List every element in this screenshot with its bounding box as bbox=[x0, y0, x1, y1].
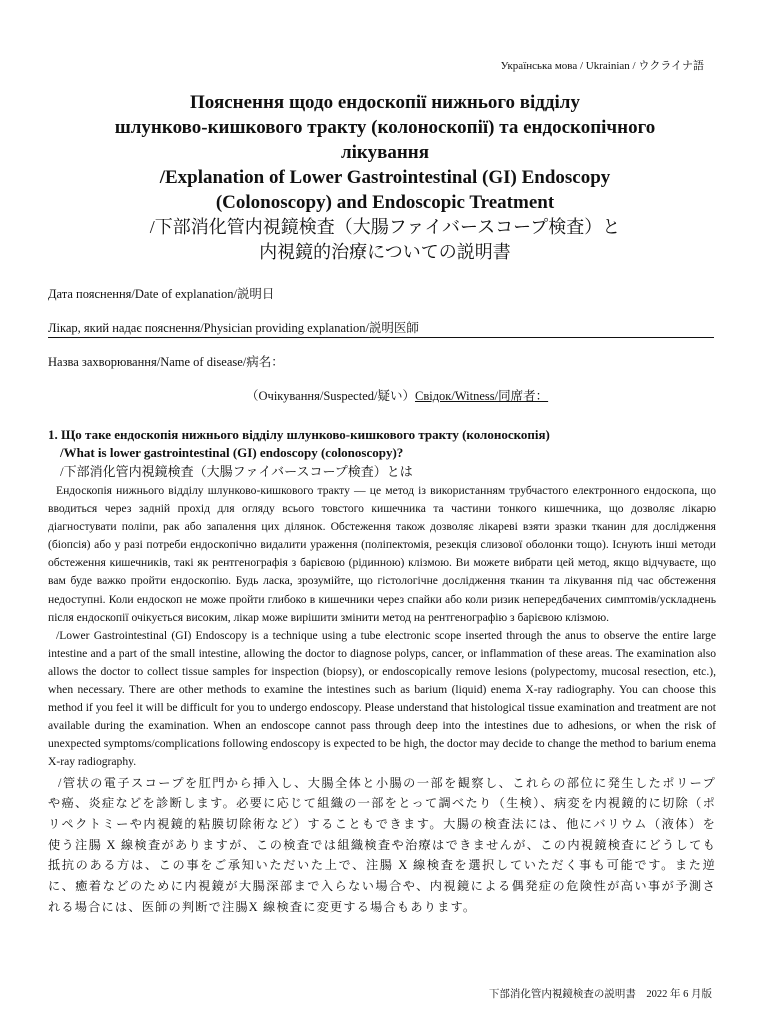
title-en-line-1: /Explanation of Lower Gastrointestinal (GI) Endoscopy bbox=[159, 167, 611, 188]
section-1-heading-jp: /下部消化管内視鏡検査（大腸ファイバースコープ検査）とは bbox=[60, 464, 413, 479]
disease-name-field: Назва захворювання/Name of disease/病名： bbox=[48, 355, 284, 369]
section-1-heading-en: /What is lower gastrointestinal (GI) endoscopy (colonoscopy)? bbox=[60, 445, 404, 460]
title-uk-line-1: Пояснення щодо ендоскопії нижнього відділу bbox=[190, 92, 580, 113]
title-jp-line-2: 内視鏡的治療についての説明書 bbox=[259, 242, 511, 262]
title-uk-line-2: шлунково-кишкового тракту (колоноскопії) та ендоскопічного bbox=[114, 117, 656, 138]
section-1-heading-uk: 1. Що таке ендоскопія нижнього відділу шлунково-кишкового тракту (колоноскопія) bbox=[48, 427, 550, 442]
title-en-line-2: (Colonoscopy) and Endoscopic Treatment bbox=[215, 192, 555, 213]
title-uk-line-3: лікування bbox=[340, 142, 430, 163]
document-title bbox=[40, 90, 730, 265]
physician-field: Лікар, який надає пояснення/Physician providing explanation/説明医師 bbox=[48, 318, 714, 338]
section-1-body-jp: /管状の電子スコープを肛門から挿入し、大腸全体と小腸の一部を観察し、これらの部位に発生したポリープや癌、炎症などを診断します。必要に応じて組織の一部をとって調べたり（生検）、病変を内視鏡的に切除（ポリペクトミーや内視鏡的粘膜切除術など）することもできます。大腸の検査法には、他にバリウム（液体）を使う注腸 X 線検査がありますが、この検査では組織検査や治療はできませんが、この内視鏡検査にどうしても抵抗のある方は、この事をご承知いただいた上で、注腸 X 線検査を選択していただく事も可能です。また逆に、癒着などのために内視鏡が大腸深部まで入らない場合や、内視鏡による偶発症の危険性が高い事が予測される場合には、医師の判断で注腸X 線検査に変更する場合もあります。 bbox=[48, 775, 716, 914]
witness-field: Свідок/Witness/同席者： bbox=[414, 389, 549, 403]
title-jp-line-1: /下部消化管内視鏡検査（大腸ファイバースコープ検査）と bbox=[149, 217, 621, 237]
section-1-body-uk: Ендоскопія нижнього відділу шлунково-кишкового тракту — це метод із використанням трубчастого електронного ендоскопа, що вводиться через задній прохід для огляду всього товстого кишечника та частини тонкого кишечника, що дозволяє лікарю діагностувати поліпи, рак або запалення цих ділянок. Обстеження також дозволяє лікареві взяти зразки тканин для дослідження (біопсія) або у разі потреби ендоскопічно видалити ураження (поліпектомія, резекція слизової оболонки тощо). Існують інші методи обстеження кишечників, такі як рентгенографія з барієвою (рідинною) клізмою. Ви можете вибрати цей метод, якщо відчуваєте, що вам буде важко пройти ендоскопію. Будь ласка, зрозумійте, що гістологічне дослідження тканин та лікування під час обстеження недоступні. Коли ендоскоп не може пройти глибоко в кишечники через спайки або коли ризик непередбачених симптомів/ускладнень після ендоскопії очікується високим, лікар може вирішити змінити метод на рентгенографію з барієвою клізмою. bbox=[48, 484, 716, 624]
suspected-label: （Очікування/Suspected/疑い） bbox=[246, 389, 415, 403]
suspected-witness-row bbox=[246, 386, 680, 404]
date-of-explanation-field: Дата пояснення/Date of explanation/説明日 bbox=[48, 287, 275, 301]
section-1-body-en: /Lower Gastrointestinal (GI) Endoscopy is a technique using a tube electronic scope inserted through the anus to observe the entire large intestine and a part of the small intestine, allowing the doctor to diagnose polyps, cancer, or inflammation of these areas. The examination also allows the doctor to collect tissue samples for inspection (biopsy), or endoscopically remove lesions (polypectomy, mucosal resection, etc.), when necessary. There are other methods to examine the intestines such as barium (liquid) enema X-ray radiography. You can choose this method if you feel it will be difficult for you to undergo endoscopy. Please understand that histological tissue examination and treatment are not available during the examination. When an endoscope cannot pass through deep into the intestines due to adhesions, or when the risk of unexpected symptoms/complications following endoscopy is expected to be high, the doctor may decide to change the method to barium enema X-ray radiography. bbox=[48, 628, 716, 769]
section-1 bbox=[48, 426, 716, 917]
footer-version: 下部消化管内視鏡検査の説明書 2022 年 6 月版 bbox=[488, 989, 712, 1000]
language-label: Українська мова / Ukrainian / ウクライナ語 bbox=[500, 60, 704, 72]
